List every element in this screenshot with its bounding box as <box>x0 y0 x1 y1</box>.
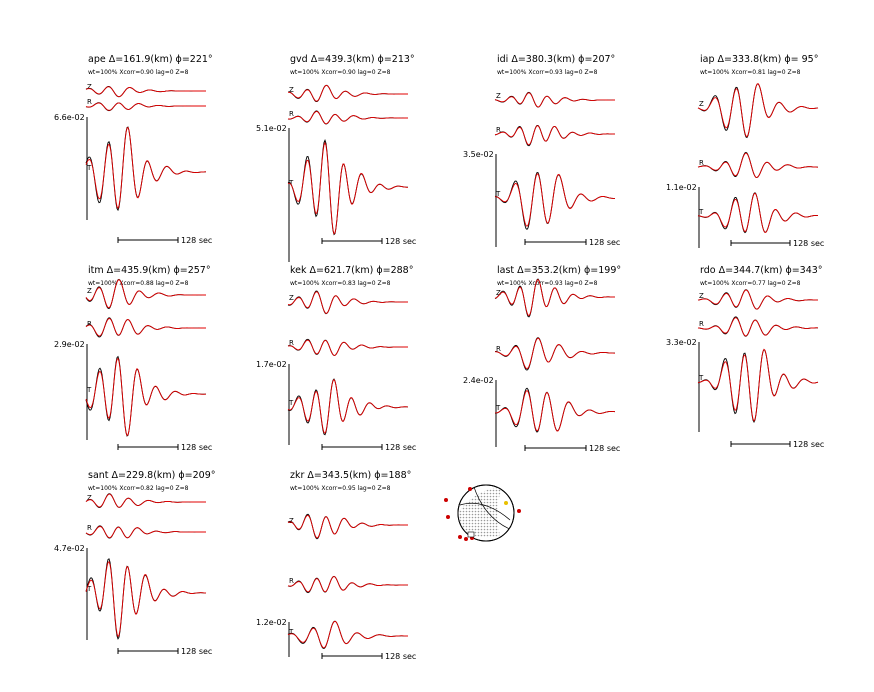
component-label-t: T <box>87 386 92 394</box>
time-scale-label: 128 sec <box>385 443 417 452</box>
component-label-z: Z <box>289 86 294 94</box>
fit-parameters: wt=100% Xcorr=0.95 lag=0 Z=8 <box>290 485 391 492</box>
time-scale-label: 128 sec <box>793 239 825 248</box>
fit-parameters: wt=100% Xcorr=0.83 lag=0 Z=8 <box>290 280 391 287</box>
component-label-r: R <box>289 110 294 118</box>
station-panel-itm <box>54 265 212 452</box>
synthetic-waveform-t <box>86 128 206 209</box>
synthetic-waveform-t <box>288 621 408 647</box>
component-label-t: T <box>87 164 92 172</box>
observed-waveform-t <box>86 559 206 639</box>
station-panel-rdo <box>666 265 824 449</box>
synthetic-waveform-t <box>698 349 818 421</box>
component-label-t: T <box>699 208 704 216</box>
synthetic-waveform-r <box>495 126 615 145</box>
amplitude-label: 3.3e-02 <box>666 338 697 347</box>
synthetic-waveform-r <box>288 340 408 355</box>
fit-parameters: wt=100% Xcorr=0.93 lag=0 Z=8 <box>497 69 598 76</box>
observed-waveform-z <box>698 84 818 138</box>
synthetic-waveform-r <box>698 318 818 336</box>
synthetic-waveform-r <box>495 338 615 368</box>
synthetic-waveform-t <box>495 174 615 226</box>
synthetic-waveform-z <box>698 84 818 137</box>
amplitude-label: 1.2e-02 <box>256 618 287 627</box>
component-label-z: Z <box>87 287 92 295</box>
time-scale-label: 128 sec <box>589 238 621 247</box>
time-scale-label: 128 sec <box>181 236 213 245</box>
observed-waveform-r <box>698 152 818 177</box>
station-title: rdo Δ=344.7(km) ϕ=343° <box>700 265 823 276</box>
component-label-z: Z <box>87 83 92 91</box>
station-panel-ape <box>54 54 213 245</box>
synthetic-waveform-r <box>698 153 818 177</box>
station-title: itm Δ=435.9(km) ϕ=257° <box>88 265 211 276</box>
synthetic-waveform-z <box>288 86 408 102</box>
time-scale-label: 128 sec <box>793 440 825 449</box>
synthetic-waveform-t <box>288 143 408 234</box>
component-label-r: R <box>699 320 704 328</box>
component-label-t: T <box>87 585 92 593</box>
station-title: sant Δ=229.8(km) ϕ=209° <box>88 470 216 481</box>
station-title: zkr Δ=343.5(km) ϕ=188° <box>290 470 412 481</box>
fit-parameters: wt=100% Xcorr=0.81 lag=0 Z=8 <box>700 69 801 76</box>
component-label-t: T <box>496 190 501 198</box>
time-scale-label: 128 sec <box>181 647 213 656</box>
synthetic-waveform-r <box>86 527 206 538</box>
observed-waveform-t <box>698 350 818 422</box>
component-label-t: T <box>289 179 294 187</box>
observed-waveform-z <box>288 291 408 314</box>
component-label-r: R <box>87 320 92 328</box>
synthetic-waveform-z <box>495 93 615 107</box>
component-label-t: T <box>496 404 501 412</box>
fit-parameters: wt=100% Xcorr=0.90 lag=0 Z=8 <box>88 69 189 76</box>
component-label-t: T <box>289 399 294 407</box>
station-panel-zkr <box>256 470 416 661</box>
synthetic-waveform-t <box>698 193 818 232</box>
fit-parameters: wt=100% Xcorr=0.82 lag=0 Z=8 <box>88 485 189 492</box>
synthetic-waveform-r <box>86 319 206 336</box>
observed-waveform-z <box>288 514 408 539</box>
synthetic-waveform-t <box>495 391 615 431</box>
amplitude-label: 3.5e-02 <box>463 150 494 159</box>
focal-mechanism-beachball <box>444 485 521 541</box>
time-scale-label: 128 sec <box>385 237 417 246</box>
synthetic-waveform-z <box>288 292 408 314</box>
component-label-r: R <box>289 339 294 347</box>
amplitude-label: 5.1e-02 <box>256 124 287 133</box>
component-label-z: Z <box>699 100 704 108</box>
observed-waveform-z <box>288 85 408 101</box>
component-label-r: R <box>87 98 92 106</box>
observed-waveform-t <box>288 621 408 648</box>
station-title: idi Δ=380.3(km) ϕ=207° <box>497 54 616 65</box>
component-label-z: Z <box>289 517 294 525</box>
component-label-z: Z <box>496 289 501 297</box>
observed-waveform-t <box>495 173 615 230</box>
station-panel-iap <box>666 54 824 248</box>
amplitude-label: 1.7e-02 <box>256 360 287 369</box>
observed-waveform-r <box>495 338 615 371</box>
synthetic-waveform-z <box>288 515 408 538</box>
synthetic-waveform-t <box>288 380 408 434</box>
station-title: last Δ=353.2(km) ϕ=199° <box>497 265 622 276</box>
amplitude-label: 1.1e-02 <box>666 183 697 192</box>
station-panel-sant <box>54 470 216 656</box>
fit-parameters: wt=100% Xcorr=0.90 lag=0 Z=8 <box>290 69 391 76</box>
amplitude-label: 6.6e-02 <box>54 113 85 122</box>
station-title: ape Δ=161.9(km) ϕ=221° <box>88 54 213 65</box>
observed-waveform-t <box>86 357 206 436</box>
component-label-r: R <box>496 345 501 353</box>
component-label-z: Z <box>289 294 294 302</box>
synthetic-waveform-z <box>86 494 206 507</box>
component-label-z: Z <box>87 494 92 502</box>
amplitude-label: 4.7e-02 <box>54 544 85 553</box>
component-label-z: Z <box>699 292 704 300</box>
station-title: kek Δ=621.7(km) ϕ=288° <box>290 265 414 276</box>
station-title: gvd Δ=439.3(km) ϕ=213° <box>290 54 415 65</box>
fit-parameters: wt=100% Xcorr=0.77 lag=0 Z=8 <box>700 280 801 287</box>
synthetic-waveform-r <box>288 577 408 592</box>
component-label-r: R <box>87 524 92 532</box>
station-panel-kek <box>256 265 416 452</box>
component-label-t: T <box>699 374 704 382</box>
fit-parameters: wt=100% Xcorr=0.88 lag=0 Z=8 <box>88 280 189 287</box>
synthetic-waveform-z <box>86 87 206 97</box>
synthetic-waveform-t <box>86 359 206 436</box>
amplitude-label: 2.9e-02 <box>54 340 85 349</box>
fit-parameters: wt=100% Xcorr=0.93 lag=0 Z=8 <box>497 280 598 287</box>
amplitude-label: 2.4e-02 <box>463 376 494 385</box>
station-panel-gvd <box>256 54 416 262</box>
observed-waveform-z <box>86 87 206 97</box>
observed-waveform-t <box>86 127 206 210</box>
time-scale-label: 128 sec <box>181 443 213 452</box>
time-scale-label: 128 sec <box>589 444 621 453</box>
synthetic-waveform-z <box>698 290 818 309</box>
component-label-r: R <box>699 159 704 167</box>
synthetic-waveform-r <box>86 103 206 110</box>
observed-waveform-t <box>698 193 818 233</box>
component-label-z: Z <box>496 92 501 100</box>
station-panel-idi <box>463 54 620 247</box>
time-scale-label: 128 sec <box>385 652 417 661</box>
synthetic-waveform-t <box>86 562 206 637</box>
station-title: iap Δ=333.8(km) ϕ= 95° <box>700 54 819 65</box>
station-panel-last <box>463 265 621 453</box>
component-label-r: R <box>496 126 501 134</box>
component-label-t: T <box>289 628 294 636</box>
component-label-r: R <box>289 577 294 585</box>
observed-waveform-z <box>698 290 818 310</box>
